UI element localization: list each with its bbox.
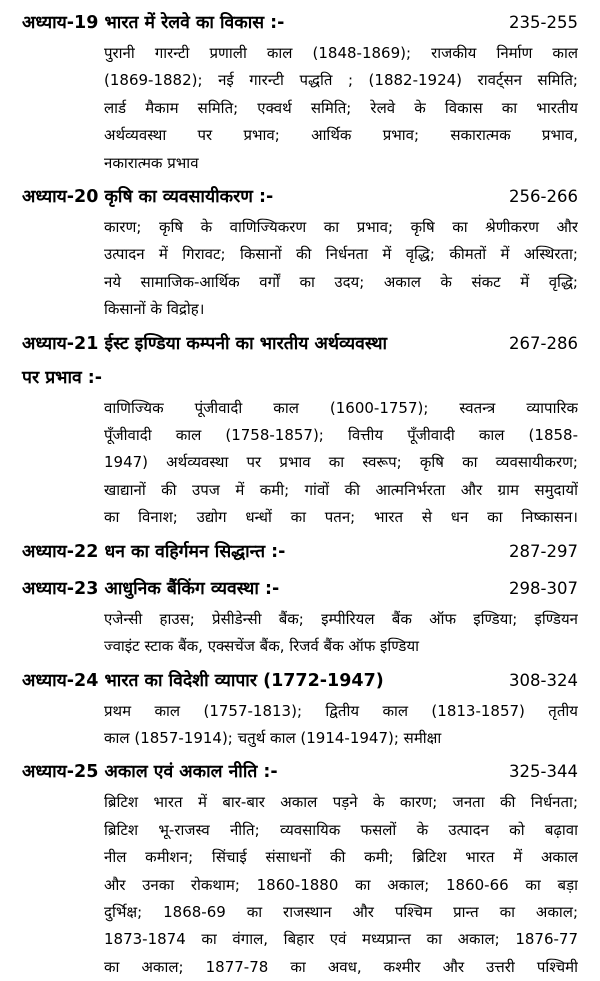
chapter-title	[22, 664, 384, 698]
topic-line: कारण; कृषि के वाणिज्यिकरण का प्रभाव; कृषि का श्रेणीकरण और	[104, 218, 578, 237]
topic-line: अर्थव्यवस्था पर प्रभाव; आर्थिक प्रभाव; सकारात्मक प्रभाव,	[104, 126, 578, 145]
chapter-title-line: अध्याय-24 भारत का विदेशी व्यापार (1772-1947)	[22, 670, 384, 691]
chapter-title-line: अध्याय-23 आधुनिक बैंकिंग व्यवस्था :-	[22, 578, 280, 599]
topic-line: खाद्यानों की उपज में कमी; गांवों की आत्मनिर्भरता और ग्राम समुदायों	[104, 480, 578, 499]
chapter-topics	[22, 698, 578, 753]
chapter-header	[22, 664, 578, 698]
topic-line: किसानों के विद्रोह।	[104, 300, 205, 319]
chapter-page-range: 298-307	[509, 578, 578, 598]
chapter-title	[22, 755, 278, 789]
chapter-topics	[22, 214, 578, 324]
chapter-title-line: अध्याय-19 भारत में रेलवे का विकास :-	[22, 13, 285, 33]
chapter-page-range: 267-286	[509, 333, 578, 353]
chapter-title-line: अध्याय-20 कृषि का व्यवसायीकरण :-	[22, 187, 274, 208]
chapter-header	[22, 180, 578, 214]
topic-line: नये सामाजिक-आर्थिक वर्गों का उदय; अकाल के संकट में वृद्धि;	[104, 272, 578, 291]
chapter-22	[22, 535, 578, 569]
chapter-header	[22, 755, 578, 789]
chapter-page-range: 308-324	[509, 670, 578, 690]
chapter-title	[22, 572, 279, 606]
chapter-20	[22, 180, 578, 324]
topic-line: 1947) अर्थव्यवस्था पर प्रभाव का स्वरूप; कृषि का व्यवसायीकरण;	[104, 453, 578, 472]
topic-line: 1873-1874 का वंगाल, बिहार एवं मध्यप्रान्त का अकाल; 1876-77	[104, 930, 578, 949]
topic-line: दुर्भिक्ष; 1868-69 का राजस्थान और पश्चिम प्रान्त का अकाल;	[104, 902, 578, 921]
topic-line: पूँजीवादी काल (1758-1857); वित्तीय पूँजीवादी काल (1858-	[104, 426, 578, 445]
chapter-header	[22, 572, 578, 606]
topic-line: का अकाल; 1877-78 का अवध, कश्मीर और उत्तरी पश्चिमी	[104, 957, 578, 976]
chapter-topics	[22, 606, 578, 661]
topic-line: लार्ड मैकाम समिति; एक्वर्थ समिति; रेलवे के विकास का भारतीय	[104, 98, 578, 117]
chapter-21	[22, 327, 578, 532]
chapter-page-range: 325-344	[509, 762, 578, 782]
topic-line: पुरानी गारन्टी प्रणाली काल (1848-1869); राजकीय निर्माण काल	[104, 44, 578, 62]
topic-line: (1869-1882); नई गारन्टी पद्धति ; (1882-1924) रावर्ट्सन समिति;	[104, 71, 578, 90]
topic-line: नील कमीशन; सिंचाई संसाधनों की कमी; ब्रिटिश भारत में अकाल	[104, 848, 578, 867]
chapter-title	[22, 327, 387, 395]
chapter-title-line: अध्याय-22 धन का वहिर्गमन सिद्धान्त :-	[22, 541, 286, 562]
chapter-25	[22, 755, 578, 981]
chapter-title	[22, 180, 273, 214]
chapter-topics	[22, 789, 578, 981]
topic-line: ब्रिटिश भू-राजस्व नीति; व्यवसायिक फसलों के उत्पादन को बढ़ावा	[104, 820, 578, 839]
chapter-title-line: अध्याय-21 ईस्ट इण्डिया कम्पनी का भारतीय अर्थव्यवस्था	[22, 333, 388, 354]
topic-line: वाणिज्यिक पूंजीवादी काल (1600-1757); स्वतन्त्र व्यापारिक	[104, 398, 578, 417]
chapter-23	[22, 572, 578, 661]
topic-line: काल (1857-1914); चतुर्थ काल (1914-1947); समीक्षा	[104, 728, 442, 747]
chapter-header	[22, 535, 578, 569]
chapter-header	[22, 327, 578, 395]
topic-line: प्रथम काल (1757-1813); द्वितीय काल (1813-1857) तृतीय	[104, 701, 578, 720]
chapter-title	[22, 6, 284, 40]
chapter-page-range: 235-255	[509, 13, 578, 32]
topic-line: एजेन्सी हाउस; प्रेसीडेन्सी बैंक; इम्पीरियल बैंक ऑफ इण्डिया; इण्डियन	[104, 609, 578, 628]
chapter-topics	[22, 40, 578, 177]
topic-line: और उनका रोकथाम; 1860-1880 का अकाल; 1860-66 का बड़ा	[104, 875, 578, 894]
chapter-title-line: पर प्रभाव :-	[22, 367, 103, 388]
topic-line: का विनाश; उद्योग धन्धों का पतन; भारत से धन का निष्कासन।	[104, 508, 578, 527]
chapter-page-range: 256-266	[509, 187, 578, 207]
topic-line: नकारात्मक प्रभाव	[104, 153, 199, 172]
chapter-19	[22, 6, 578, 177]
chapter-title-line: अध्याय-25 अकाल एवं अकाल नीति :-	[22, 762, 278, 783]
topic-line: ब्रिटिश भारत में बार-बार अकाल पड़ने के कारण; जनता की निर्धनता;	[104, 793, 578, 812]
chapter-header	[22, 6, 578, 40]
chapter-title	[22, 535, 285, 569]
topic-line: ज्वाइंट स्टाक बैंक, एक्सचेंज बैंक, रिजर्व बैंक ऑफ इण्डिया	[104, 637, 420, 656]
chapter-page-range: 287-297	[509, 541, 578, 561]
topic-line: उत्पादन में गिरावट; किसानों की निर्धनता में वृद्धि; कीमतों में अस्थिरता;	[104, 245, 578, 264]
chapter-topics	[22, 395, 578, 532]
chapter-24	[22, 664, 578, 753]
